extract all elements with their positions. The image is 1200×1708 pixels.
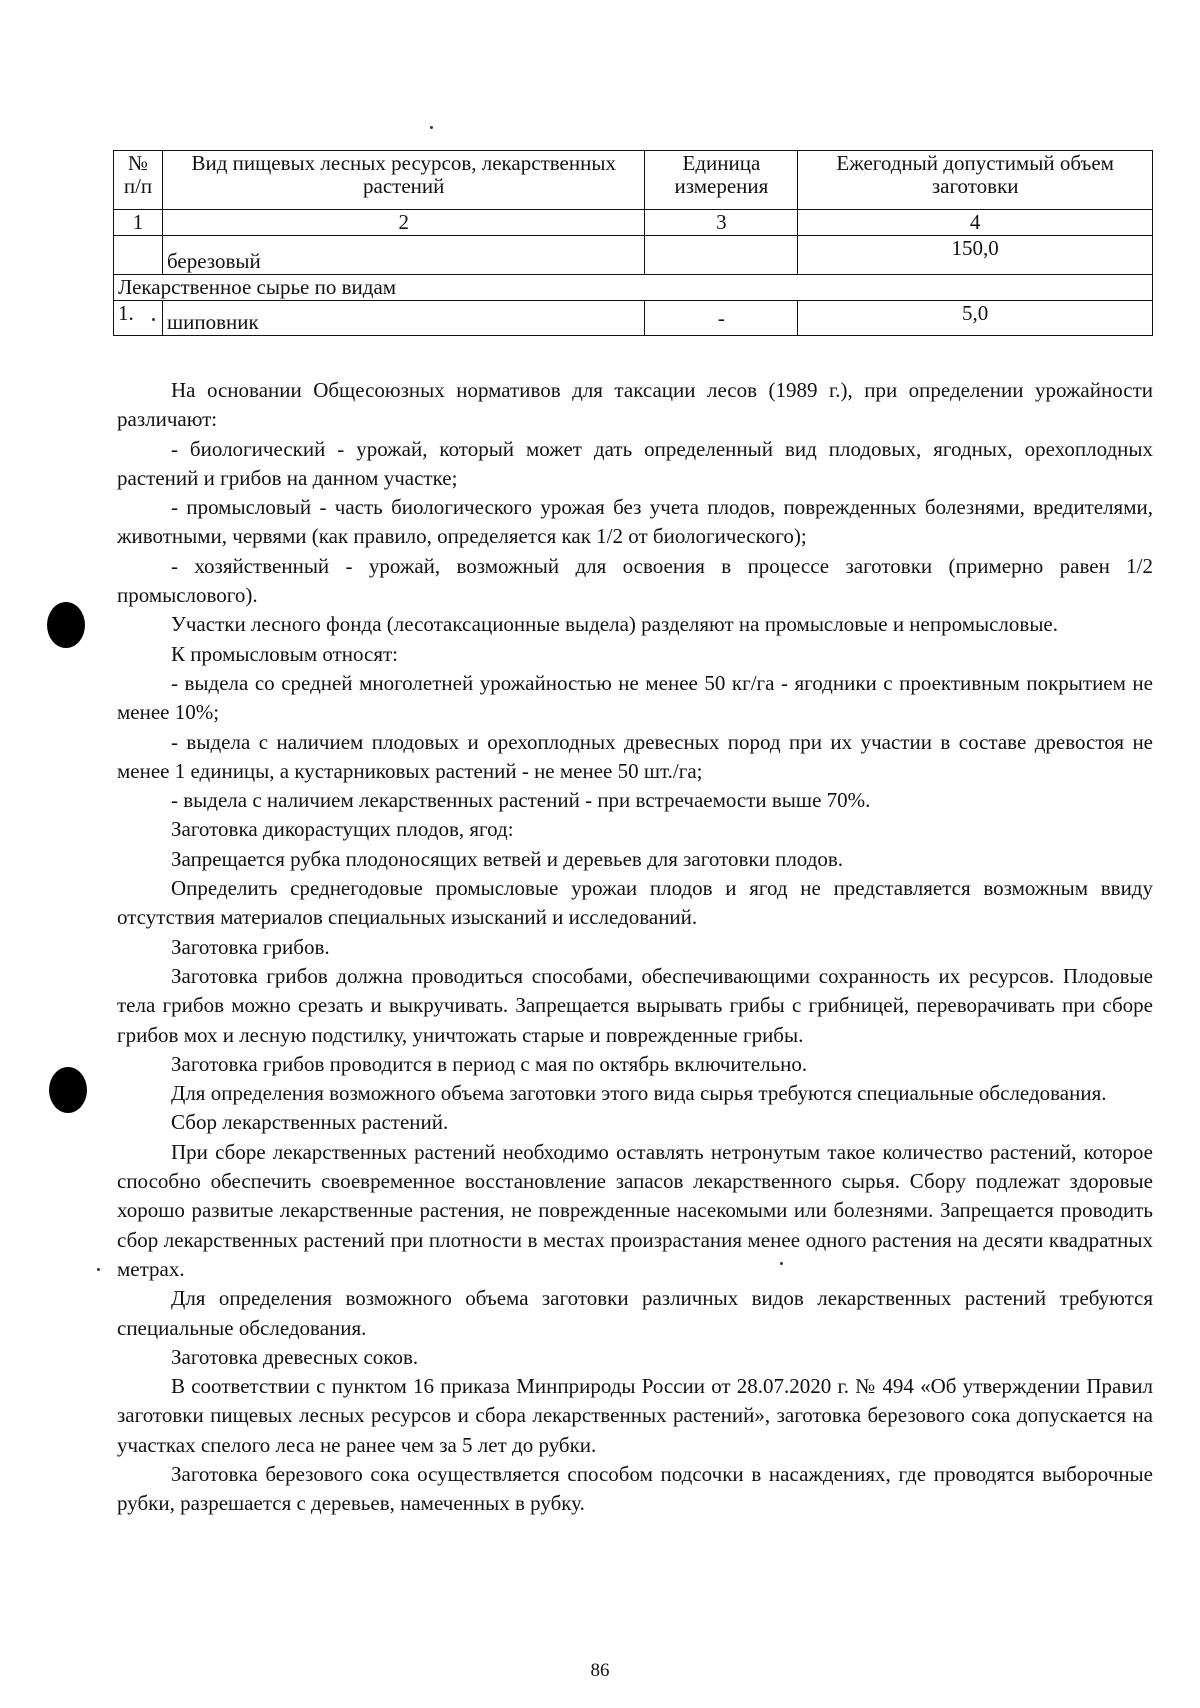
row-name: шиповник	[162, 301, 644, 336]
table-row	[114, 236, 1153, 275]
paragraph: Заготовка березового сока осуществляется способом подсочки в насаждениях, где проводятся выборочные рубки, разрешается с деревьев, намеченных в рубку.	[117, 1461, 1153, 1516]
row-name: березовый	[162, 236, 644, 275]
paragraph: Определить среднегодовые промысловые урожаи плодов и ягод не представляется возможным ввиду отсутствия материалов специальных изысканий и исследований.	[117, 876, 1153, 930]
paragraph: Участки лесного фонда (лесотаксационные выдела) разделяют на промысловые и непромысловые.	[171, 612, 1059, 637]
paragraph: Для определения возможного объема заготовки этого вида сырья требуются специальные обследования.	[171, 1081, 1107, 1106]
resources-table	[113, 150, 1153, 336]
paragraph: Заготовка грибов должна проводиться способами, обеспечивающими сохранность их ресурсов. Плодовые тела грибов можно срезать и выкручивать. Запрещается вырывать грибы с грибницей, переворачивать при сборе грибов мох и лесную подстилку, уничтожать старые и поврежденные грибы.	[117, 963, 1153, 1047]
section-title: Лекарственное сырье по видам	[114, 275, 1153, 301]
paragraph: При сборе лекарственных растений необходимо оставлять нетронутым такое количество растений, которое способно обеспечить своевременное восстановление запасов лекарственного сырья. Сбору подлежат здоровые хорошо развитые лекарственные растения, не поврежденные насекомыми или болезнями. Запрещается проводить сбор лекарственных растений при плотности в местах произрастания менее одного растения на десяти квадратных метрах.	[117, 1139, 1153, 1281]
section-heading: К промысловым относят:	[171, 641, 399, 666]
table-row	[114, 301, 1153, 336]
row-volume: 5,0	[798, 301, 1153, 336]
header-unit: Единица измерения	[645, 151, 798, 210]
table-header-row	[114, 151, 1153, 210]
punch-hole	[47, 602, 85, 648]
row-number: 1.	[114, 301, 163, 336]
paragraph: В соответствии с пунктом 16 приказа Минприроды России от 28.07.2020 г. № 494 «Об утверждении Правил заготовки пищевых лесных ресурсов и сбора лекарственных растений», заготовка березового сока допускается на участках спелого леса не ранее чем за 5 лет до рубки.	[117, 1374, 1153, 1457]
column-number: 3	[645, 210, 798, 236]
header-number: № п/п	[114, 151, 163, 210]
column-number: 1	[114, 210, 163, 236]
paragraph: - биологический - урожай, который может дать определенный вид плодовых, ягодных, орехоплодных растений и грибов на данном участке;	[117, 436, 1153, 490]
paragraph: Для определения возможного объема заготовки различных видов лекарственных растений требуются специальные обследования.	[117, 1286, 1153, 1340]
scan-speck	[430, 126, 433, 129]
row-unit	[645, 236, 798, 275]
column-number: 4	[798, 210, 1153, 236]
row-unit: -	[645, 301, 798, 336]
row-number	[114, 236, 163, 275]
column-number: 2	[162, 210, 644, 236]
paragraph: На основании Общесоюзных нормативов для таксации лесов (1989 г.), при определении урожайности различают:	[117, 378, 1153, 432]
page-number: 86	[590, 1660, 610, 1681]
header-resource-type: Вид пищевых лесных ресурсов, лекарственных растений	[162, 151, 644, 210]
section-heading: Заготовка дикорастущих плодов, ягод:	[171, 817, 514, 842]
paragraph: Запрещается рубка плодоносящих ветвей и деревьев для заготовки плодов.	[171, 846, 844, 871]
row-volume: 150,0	[798, 236, 1153, 275]
paragraph: - выдела с наличием лекарственных растений - при встречаемости выше 70%.	[171, 788, 871, 813]
paragraph: - выдела с наличием плодовых и орехоплодных древесных пород при их участии в составе древостоя не менее 1 единицы, а кустарниковых растений - не менее 50 шт./га;	[117, 729, 1153, 783]
paragraph: - выдела со средней многолетней урожайностью не менее 50 кг/га - ягодники с проективным покрытием не менее 10%;	[117, 670, 1153, 725]
section-heading: Сбор лекарственных растений.	[171, 1110, 449, 1135]
document-body	[117, 376, 1153, 1519]
paragraph: Заготовка грибов проводится в период с мая по октябрь включительно.	[171, 1051, 808, 1076]
scan-speck	[97, 1268, 100, 1271]
punch-hole	[49, 1067, 87, 1113]
section-heading: Заготовка грибов.	[171, 934, 330, 959]
section-heading: Заготовка древесных соков.	[171, 1344, 419, 1369]
column-number-row	[114, 210, 1153, 236]
header-annual-volume: Ежегодный допустимый объем заготовки	[798, 151, 1153, 210]
paragraph: - промысловый - часть биологического урожая без учета плодов, поврежденных болезнями, вредителями, животными, червями (как правило, определяется как 1/2 от биологического);	[117, 495, 1153, 549]
paragraph: - хозяйственный - урожай, возможный для освоения в процессе заготовки (примерно равен 1/2 промыслового).	[117, 553, 1153, 608]
section-row	[114, 275, 1153, 301]
